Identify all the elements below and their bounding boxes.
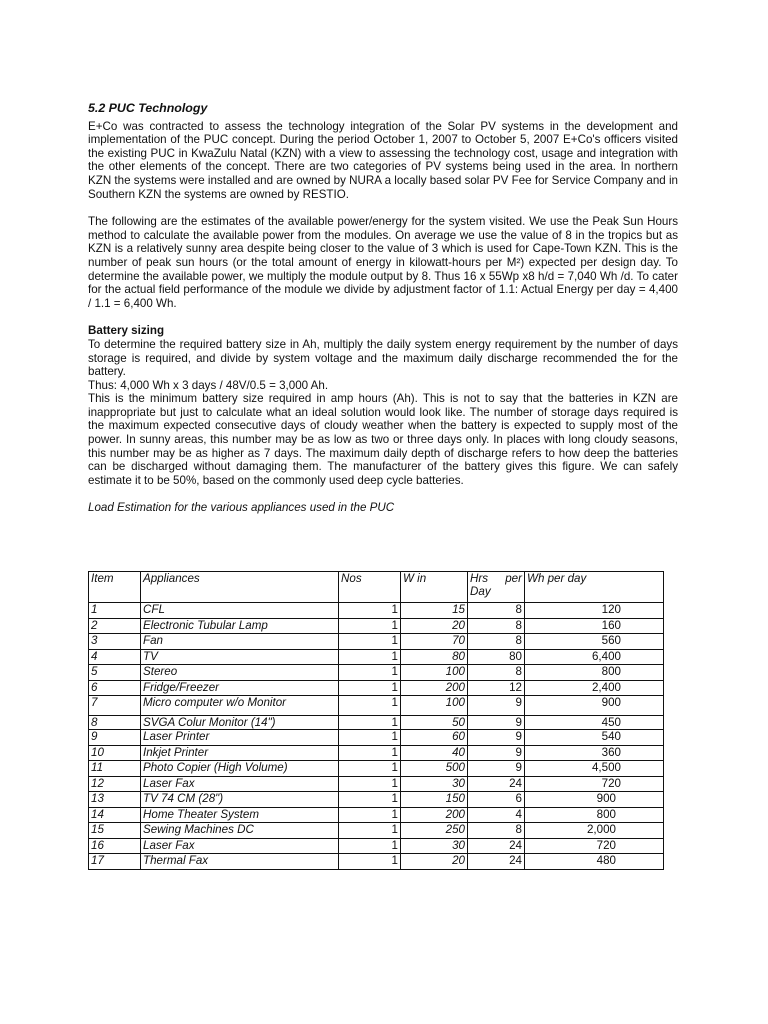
header-nos: Nos (339, 572, 401, 603)
row-appliance-name: Laser Printer (141, 730, 339, 746)
header-day-word: Day (470, 585, 491, 598)
row-watts: 30 (401, 776, 468, 792)
row-hours: 12 (468, 680, 525, 696)
row-wh-per-day: 2,000 (525, 823, 664, 839)
row-item-number: 10 (89, 745, 141, 761)
row-appliance-name: Electronic Tubular Lamp (141, 618, 339, 634)
row-wh-per-day: 720 (525, 776, 664, 792)
row-hours: 8 (468, 823, 525, 839)
row-hours: 6 (468, 792, 525, 808)
table-row (89, 823, 664, 839)
row-nos: 1 (339, 745, 401, 761)
paragraph-battery-explanation: This is the minimum battery size required in amp hours (Ah). This is not to say that the batteries in KZN are inappropriate but just to calculate what an ideal solution would look like. The number of storage days required is the maximum expected consecutive days of cloudy weather when the battery is expected to supply most of the power. In sunny areas, this number may be as low as two or three days only. In places with long cloudy seasons, this number may be as higher as 7 days. The maximum daily depth of discharge refers to how deep the batteries can be discharged without damaging them. The manufacturer of the battery gives this figure. We can safely estimate it to be 50%, based on the commonly used deep cycle batteries. (88, 392, 678, 487)
row-item-number: 16 (89, 838, 141, 854)
row-hours: 9 (468, 730, 525, 746)
row-hours: 4 (468, 807, 525, 823)
table-row (89, 696, 664, 716)
row-watts: 100 (401, 665, 468, 681)
row-appliance-name: Inkjet Printer (141, 745, 339, 761)
row-wh-per-day: 560 (525, 634, 664, 650)
row-appliance-name: Thermal Fax (141, 854, 339, 870)
row-appliance-name: Photo Copier (High Volume) (141, 761, 339, 777)
table-body (89, 603, 664, 870)
table-row (89, 730, 664, 746)
header-appliances: Appliances (141, 572, 339, 603)
row-appliance-name: Stereo (141, 665, 339, 681)
row-wh-per-day: 450 (525, 716, 664, 730)
row-watts: 100 (401, 696, 468, 716)
header-w-in: W in (401, 572, 468, 603)
row-appliance-name: SVGA Colur Monitor (14") (141, 716, 339, 730)
table-row (89, 838, 664, 854)
row-wh-per-day: 900 (525, 696, 664, 716)
row-nos: 1 (339, 696, 401, 716)
row-watts: 70 (401, 634, 468, 650)
paragraph-power-estimate: The following are the estimates of the available power/energy for the system visited. We use the Peak Sun Hours method to calculate the available power from the modules. On average we use the value of 8 in the tropics but as KZN is a relatively sunny area despite being closer to the value of 3 which is used for Cape-Town KZN. This is the number of peak sun hours (or the total amount of energy in kilowatt-hours per M²) expected per design day. To determine the available power, we multiply the module output by 8. Thus 16 x 55Wp x8 h/d = 7,040 Wh /d. To cater for the actual field performance of the module we divide by adjustment factor of 1.1: Actual Energy per day = 4,400 / 1.1 = 6,400 Wh. (88, 215, 678, 310)
row-nos: 1 (339, 838, 401, 854)
battery-formula: Thus: 4,000 Wh x 3 days / 48V/0.5 = 3,000 Ah. (88, 378, 329, 392)
row-appliance-name: Fan (141, 634, 339, 650)
row-nos: 1 (339, 823, 401, 839)
row-watts: 20 (401, 618, 468, 634)
row-nos: 1 (339, 680, 401, 696)
row-nos: 1 (339, 792, 401, 808)
row-watts: 250 (401, 823, 468, 839)
row-nos: 1 (339, 634, 401, 650)
row-watts: 50 (401, 716, 468, 730)
row-item-number: 4 (89, 649, 141, 665)
row-item-number: 1 (89, 603, 141, 619)
row-hours: 24 (468, 854, 525, 870)
document-page (88, 102, 678, 527)
row-nos: 1 (339, 854, 401, 870)
row-item-number: 7 (89, 696, 141, 716)
row-appliance-name: Fridge/Freezer (141, 680, 339, 696)
row-hours: 8 (468, 603, 525, 619)
header-per-word: per (505, 572, 522, 585)
row-nos: 1 (339, 807, 401, 823)
row-item-number: 13 (89, 792, 141, 808)
row-item-number: 2 (89, 618, 141, 634)
row-hours: 24 (468, 838, 525, 854)
row-appliance-name: Sewing Machines DC (141, 823, 339, 839)
row-watts: 20 (401, 854, 468, 870)
header-wh-per-day: Wh per day (525, 572, 664, 603)
row-wh-per-day: 480 (525, 854, 664, 870)
table-row (89, 665, 664, 681)
row-wh-per-day: 120 (525, 603, 664, 619)
row-watts: 200 (401, 680, 468, 696)
header-hrs-word: Hrs (470, 572, 489, 585)
row-watts: 30 (401, 838, 468, 854)
row-item-number: 12 (89, 776, 141, 792)
row-hours: 9 (468, 716, 525, 730)
table-row (89, 680, 664, 696)
row-wh-per-day: 800 (525, 807, 664, 823)
row-nos: 1 (339, 716, 401, 730)
row-appliance-name: Laser Fax (141, 838, 339, 854)
row-hours: 8 (468, 634, 525, 650)
row-watts: 80 (401, 649, 468, 665)
section-title: 5.2 PUC Technology (88, 101, 208, 115)
row-wh-per-day: 900 (525, 792, 664, 808)
row-appliance-name: Home Theater System (141, 807, 339, 823)
row-hours: 24 (468, 776, 525, 792)
row-wh-per-day: 720 (525, 838, 664, 854)
table-row (89, 854, 664, 870)
row-hours: 9 (468, 761, 525, 777)
row-hours: 9 (468, 745, 525, 761)
row-nos: 1 (339, 618, 401, 634)
row-watts: 15 (401, 603, 468, 619)
row-appliance-name: Micro computer w/o Monitor (141, 696, 339, 716)
row-wh-per-day: 4,500 (525, 761, 664, 777)
row-item-number: 14 (89, 807, 141, 823)
table-row (89, 792, 664, 808)
row-appliance-name: Laser Fax (141, 776, 339, 792)
row-watts: 40 (401, 745, 468, 761)
table-row (89, 745, 664, 761)
row-watts: 500 (401, 761, 468, 777)
row-appliance-name: CFL (141, 603, 339, 619)
table-row (89, 716, 664, 730)
row-wh-per-day: 360 (525, 745, 664, 761)
row-item-number: 6 (89, 680, 141, 696)
table-row (89, 634, 664, 650)
row-item-number: 17 (89, 854, 141, 870)
row-wh-per-day: 540 (525, 730, 664, 746)
table-row (89, 807, 664, 823)
row-nos: 1 (339, 730, 401, 746)
row-item-number: 9 (89, 730, 141, 746)
table-row (89, 761, 664, 777)
row-wh-per-day: 6,400 (525, 649, 664, 665)
table-header-row (89, 572, 664, 603)
row-nos: 1 (339, 603, 401, 619)
row-watts: 200 (401, 807, 468, 823)
row-hours: 80 (468, 649, 525, 665)
row-hours: 9 (468, 696, 525, 716)
row-watts: 60 (401, 730, 468, 746)
row-wh-per-day: 800 (525, 665, 664, 681)
row-wh-per-day: 160 (525, 618, 664, 634)
header-hrs-per-day (468, 572, 525, 603)
battery-heading: Battery sizing (88, 324, 165, 338)
row-appliance-name: TV 74 CM (28") (141, 792, 339, 808)
row-wh-per-day: 2,400 (525, 680, 664, 696)
row-nos: 1 (339, 776, 401, 792)
row-nos: 1 (339, 761, 401, 777)
row-item-number: 8 (89, 716, 141, 730)
table-row (89, 776, 664, 792)
header-item: Item (89, 572, 141, 603)
row-nos: 1 (339, 649, 401, 665)
row-item-number: 5 (89, 665, 141, 681)
table-caption: Load Estimation for the various appliances used in the PUC (88, 501, 395, 515)
table-row (89, 603, 664, 619)
table-row (89, 618, 664, 634)
load-estimation-table (88, 571, 664, 870)
row-nos: 1 (339, 665, 401, 681)
row-watts: 150 (401, 792, 468, 808)
table-row (89, 649, 664, 665)
row-hours: 8 (468, 665, 525, 681)
row-item-number: 15 (89, 823, 141, 839)
row-item-number: 3 (89, 634, 141, 650)
paragraph-intro: E+Co was contracted to assess the technology integration of the Solar PV systems in the development and implementation of the PUC concept. During the period October 1, 2007 to October 5, 2007 E+Co's officers visited the existing PUC in KwaZulu Natal (KZN) with a view to assessing the technology cost, usage and integration with the other elements of the concept. There are two categories of PV systems being used in the area. In northern KZN the systems were installed and are owned by NURA a locally based solar PV Fee for Service Company and in Southern KZN the systems are owned by RESTIO. (88, 119, 678, 201)
row-appliance-name: TV (141, 649, 339, 665)
row-item-number: 11 (89, 761, 141, 777)
paragraph-battery-method: To determine the required battery size in Ah, multiply the daily system energy requirement by the number of days storage is required, and divide by system voltage and the maximum daily discharge recommended the for the battery. (88, 337, 678, 379)
row-hours: 8 (468, 618, 525, 634)
